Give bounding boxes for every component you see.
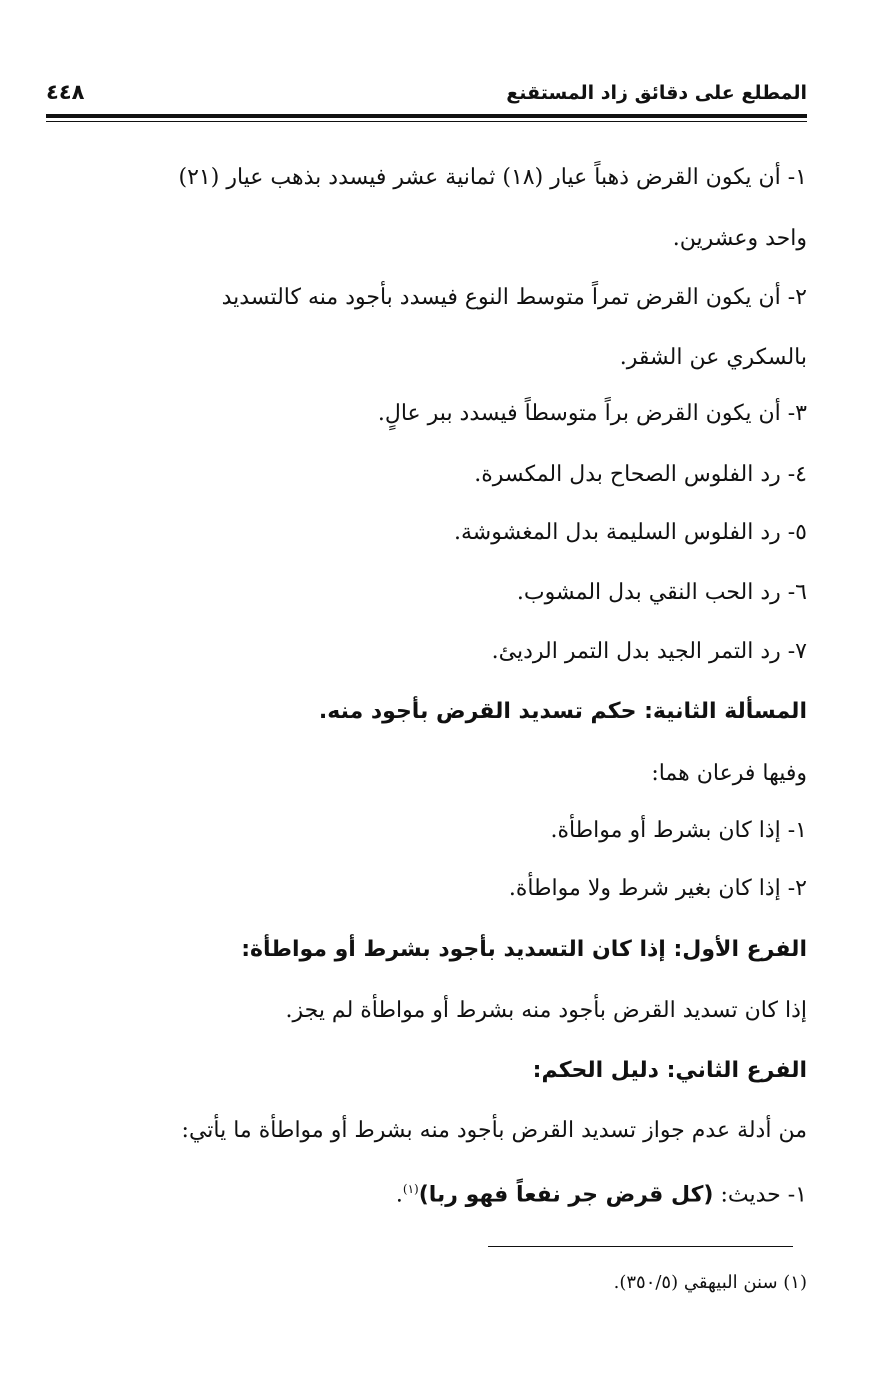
hadith-end: . xyxy=(395,1182,403,1208)
list-item-2: ٢- أن يكون القرض تمراً متوسط النوع فيسدد بأجود منه كالتسديد xyxy=(221,285,807,310)
list-item-2-continued: بالسكري عن الشقر. xyxy=(619,345,807,370)
list-item-3: ٣- أن يكون القرض براً متوسطاً فيسدد ببر عالٍ. xyxy=(377,401,807,426)
footnote-reference: (١) xyxy=(402,1182,419,1196)
section-heading-first-branch: الفرع الأول: إذا كان التسديد بأجود بشرط أو مواطأة: xyxy=(241,937,807,962)
ruling-text: إذا كان تسديد القرض بأجود منه بشرط أو مواطأة لم يجز. xyxy=(285,998,807,1023)
header-rule-thick xyxy=(46,114,807,118)
running-header xyxy=(46,80,807,112)
hadith-line xyxy=(396,1173,807,1211)
footnote-1: (١) سنن البيهقي (٣٥٠/٥). xyxy=(613,1272,807,1293)
list-item-5: ٥- رد الفلوس السليمة بدل المغشوشة. xyxy=(454,520,807,545)
list-item-6: ٦- رد الحب النقي بدل المشوب. xyxy=(516,580,807,605)
branch-item-2: ٢- إذا كان بغير شرط ولا مواطأة. xyxy=(508,876,807,901)
list-item-4: ٤- رد الفلوس الصحاح بدل المكسرة. xyxy=(474,462,807,487)
section-heading-second-branch: الفرع الثاني: دليل الحكم: xyxy=(532,1058,807,1083)
branches-intro: وفيها فرعان هما: xyxy=(651,761,807,786)
page-number: ٤٤٨ xyxy=(46,80,85,104)
evidence-intro: من أدلة عدم جواز تسديد القرض بأجود منه بشرط أو مواطأة ما يأتي: xyxy=(181,1118,807,1143)
header-rule-thin xyxy=(46,121,807,122)
book-title: المطلع على دقائق زاد المستقنع xyxy=(506,82,807,104)
hadith-text: (كل قرض جر نفعاً فهو ربا) xyxy=(418,1182,714,1208)
list-item-7: ٧- رد التمر الجيد بدل التمر الرديئ. xyxy=(491,639,807,664)
section-heading-second-issue: المسألة الثانية: حكم تسديد القرض بأجود منه. xyxy=(318,699,807,724)
list-item-1: ١- أن يكون القرض ذهباً عيار (١٨) ثمانية عشر فيسدد بذهب عيار (٢١) xyxy=(178,165,807,190)
list-item-1-continued: واحد وعشرين. xyxy=(672,226,807,251)
footnote-separator xyxy=(488,1246,793,1247)
hadith-prefix: ١- حديث: xyxy=(713,1182,807,1208)
branch-item-1: ١- إذا كان بشرط أو مواطأة. xyxy=(550,818,807,843)
